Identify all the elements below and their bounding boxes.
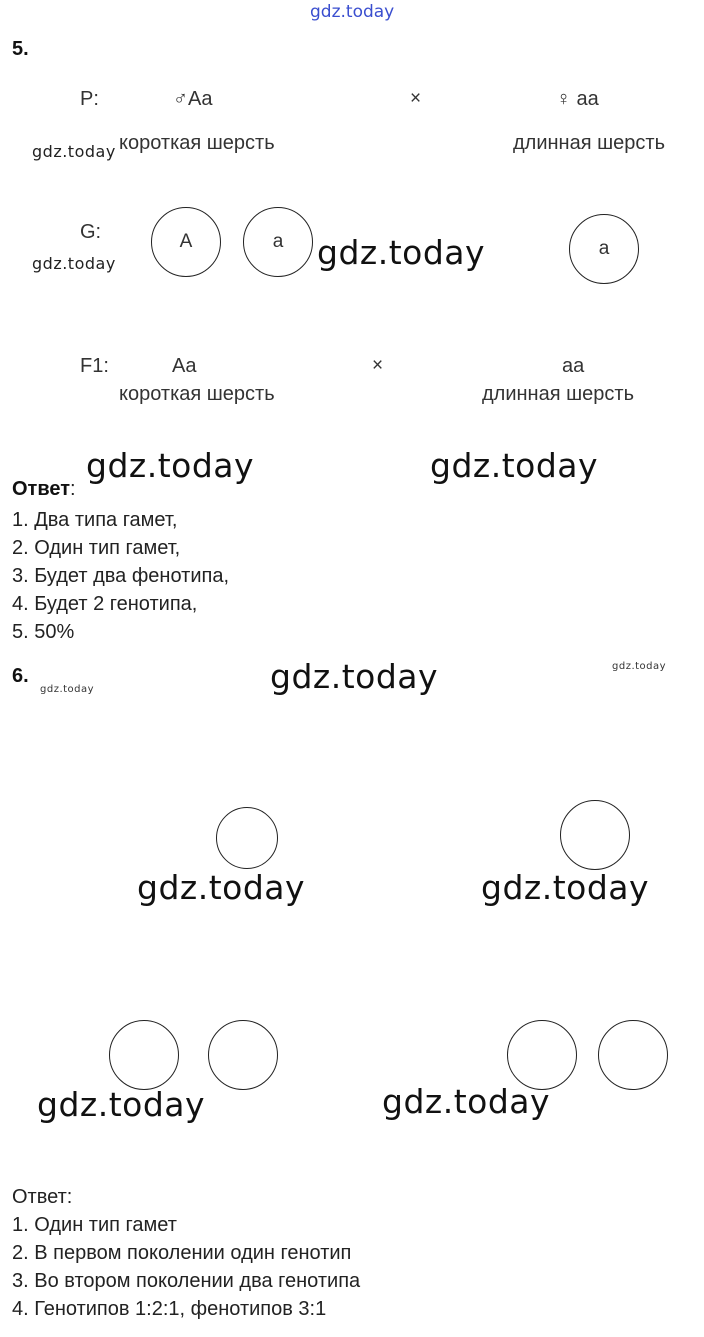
f1-cross-sign: × (372, 355, 384, 376)
empty-circle (208, 1020, 278, 1090)
f1-left-genotype: Aa (172, 355, 197, 377)
female-phenotype: длинная шерсть (513, 132, 665, 154)
empty-circle (109, 1020, 179, 1090)
answer-colon: : (70, 478, 76, 500)
answer-item: 4. Будет 2 генотипа, (12, 593, 198, 615)
empty-circle (507, 1020, 577, 1090)
watermark: gdz.today (86, 446, 255, 485)
answer-label: Ответ (12, 478, 71, 500)
empty-circle (598, 1020, 668, 1090)
watermark: gdz.today (317, 233, 486, 272)
answer-item: 1. Один тип гамет (12, 1214, 177, 1236)
cross-sign: × (410, 88, 422, 109)
answer-item: 4. Генотипов 1:2:1, фенотипов 3:1 (12, 1298, 327, 1320)
watermark: gdz.today (137, 868, 306, 907)
task-5-number: 5. (12, 38, 29, 60)
gamete-circle (569, 214, 639, 284)
gamete-label: a (272, 231, 284, 252)
answer-item: 1. Два типа гамет, (12, 509, 178, 531)
gamete-circle (151, 207, 221, 277)
f1-right-genotype: aa (562, 355, 585, 377)
answer-item: 3. Будет два фенотипа, (12, 565, 230, 587)
watermark: gdz.today (40, 684, 95, 695)
answer-item: 2. Один тип гамет, (12, 537, 181, 559)
watermark: gdz.today (32, 142, 116, 161)
watermark: gdz.today (382, 1082, 551, 1121)
female-genotype: ♀ aa (556, 88, 599, 110)
watermark: gdz.today (32, 254, 116, 273)
answer-heading-6: Ответ: (12, 1186, 73, 1208)
gamete-label: a (598, 238, 610, 259)
answer-item: 3. Во втором поколении два генотипа (12, 1270, 361, 1292)
task-6-number: 6. (12, 665, 29, 687)
empty-circle (560, 800, 630, 870)
male-phenotype: короткая шерсть (119, 132, 275, 154)
answer-item: 2. В первом поколении один генотип (12, 1242, 352, 1264)
watermark: gdz.today (37, 1085, 206, 1124)
parents-label: P: (80, 88, 99, 110)
f1-right-phenotype: длинная шерсть (482, 383, 634, 405)
answer-heading (12, 478, 76, 501)
empty-circle (216, 807, 278, 869)
f1-left-phenotype: короткая шерсть (119, 383, 275, 405)
watermark: gdz.today (270, 657, 439, 696)
watermark-top: gdz.today (310, 2, 395, 22)
watermark: gdz.today (481, 868, 650, 907)
gametes-label: G: (80, 221, 102, 243)
gamete-label: A (179, 231, 193, 252)
gamete-circle (243, 207, 313, 277)
watermark: gdz.today (430, 446, 599, 485)
male-genotype: ♂Aa (173, 88, 213, 110)
answer-item: 5. 50% (12, 621, 75, 643)
f1-label: F1: (80, 355, 109, 377)
watermark: gdz.today (612, 661, 667, 672)
